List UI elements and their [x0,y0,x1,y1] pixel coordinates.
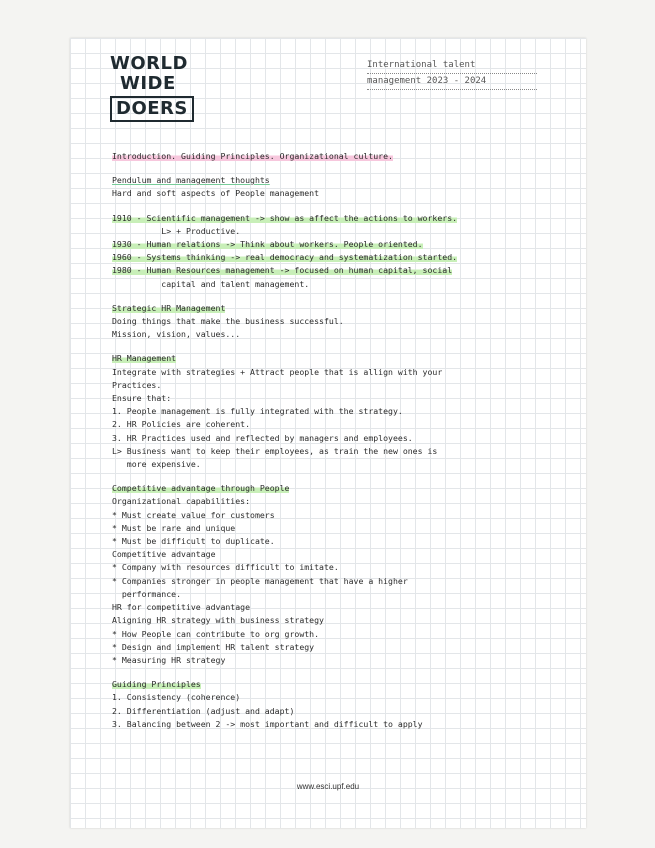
section-title-competitive: Competitive advantage through People [112,483,290,494]
hrm-line: Practices. [112,379,162,390]
hrm-line: L> Business want to keep their employees, as train the new ones is [112,445,438,456]
competitive-line: * Must create value for customers [112,509,275,520]
competitive-line: * Companies stronger in people management that have a higher [112,575,408,586]
section-title-hrm: HR Management [112,353,177,364]
hrm-line: more expensive. [112,459,201,470]
hrm-line: Ensure that: [112,393,172,404]
timeline-line: L> + Productive. [112,225,241,236]
notes-content [112,150,542,731]
hrm-line: 1. People management is fully integrated with the strategy. [112,406,403,417]
timeline-line: 1960 - Systems thinking -> real democracy and systematization started. [112,252,458,263]
logo-line-2: WIDE [120,73,176,94]
logo-line-1: WORLD [110,53,188,74]
notebook-page [70,38,586,828]
footer-url: www.esci.upf.edu [296,782,360,791]
competitive-line: * Must be rare and unique [112,522,236,533]
competitive-line: * Must be difficult to duplicate. [112,536,275,547]
course-header [367,58,537,90]
logo-line-3: DOERS [110,96,194,122]
course-title: International talent [367,58,537,74]
strategic-line: Doing things that make the business successful. [112,316,344,327]
pendulum-line: Hard and soft aspects of People management [112,188,320,199]
section-title-pendulum: Pendulum and management thoughts [112,175,270,186]
timeline-line: capital and talent management. [112,278,310,289]
hrm-line: 2. HR Policies are coherent. [112,419,251,430]
competitive-line: * Company with resources difficult to imitate. [112,562,339,573]
hrm-line: Integrate with strategies + Attract people that is allign with your [112,366,443,377]
competitive-line: * How People can contribute to org growth. [112,628,320,639]
logo [110,54,194,122]
competitive-line: Organizational capabilities: [112,496,251,507]
section-title-strategic: Strategic HR Management [112,302,226,313]
guiding-line: 1. Consistency (coherence) [112,692,241,703]
competitive-line: * Measuring HR strategy [112,654,226,665]
competitive-line: * Design and implement HR talent strategy [112,641,315,652]
timeline-line: 1910 - Scientific management -> show as affect the actions to workers. [112,212,458,223]
section-title-guiding: Guiding Principles [112,679,201,690]
timeline-line: 1930 - Human relations -> Think about workers. People oriented. [112,239,423,250]
competitive-line: HR for competitive advantage [112,602,251,613]
competitive-line: Competitive advantage [112,549,216,560]
strategic-line: Mission, vision, values... [112,329,241,340]
competitive-line: performance. [112,588,182,599]
timeline-line: 1980 - Human Resources management -> focused on human capital, social [112,265,453,276]
course-year: management 2023 - 2024 [367,74,537,90]
section-title-intro: Introduction. Guiding Principles. Organizational culture. [112,151,393,161]
hrm-line: 3. HR Practices used and reflected by managers and employees. [112,432,413,443]
guiding-line: 3. Balancing between 2 -> most important and difficult to apply [112,718,423,729]
guiding-line: 2. Differentiation (adjust and adapt) [112,705,295,716]
competitive-line: Aligning HR strategy with business strategy [112,615,324,626]
